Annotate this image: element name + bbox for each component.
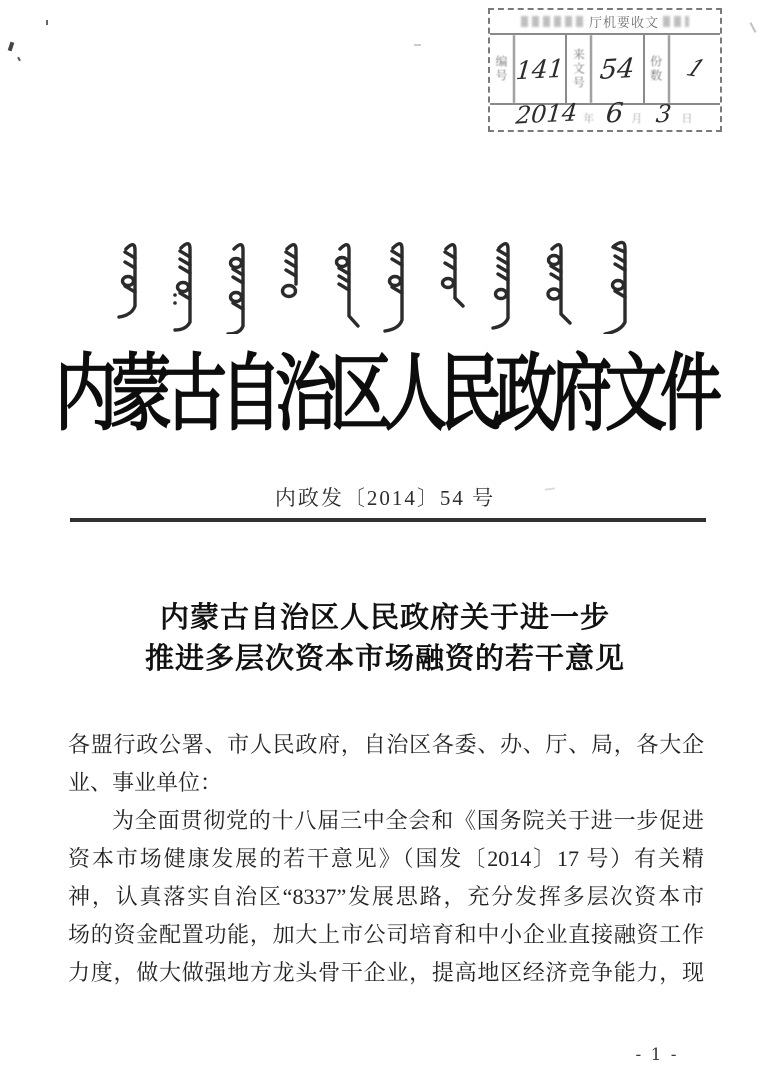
document-title (0, 598, 770, 680)
stamp-field-value: 54 (592, 35, 644, 103)
stamp-smudge (663, 16, 689, 27)
org-title: 内蒙古自治区人民政府文件 (54, 349, 715, 442)
body-text (68, 726, 704, 992)
scan-speck (8, 42, 15, 52)
stamp-fields-row (490, 35, 720, 105)
body-line: 资本市场健康发展的若干意见》（国发〔2014〕17 号）有关精 (68, 846, 704, 871)
stamp-date-row (490, 97, 720, 130)
body-line: 场的资金配置功能，加大上市公司培育和中小企业直接融资工作 (68, 922, 704, 947)
body-line: 业、事业单位： (68, 770, 223, 795)
stamp-field-label: 编号 (490, 35, 515, 103)
stamp-field-label: 份数 (645, 35, 670, 103)
mongolian-script-title (95, 236, 675, 334)
doc-number: 内政发〔2014〕54 号 (274, 486, 496, 510)
scan-speck (46, 20, 48, 25)
stamp-header (490, 10, 720, 35)
stamp-date-day: 3 (654, 99, 673, 128)
received-stamp (488, 8, 722, 132)
document-title-line2: 推进多层次资本市场融资的若干意见 (144, 643, 625, 675)
body-line: 力度，做大做强地方龙头骨干企业，提高地区经济竞争能力，现 (68, 960, 704, 985)
stamp-smudge (521, 16, 585, 27)
stamp-day-label: 日 (681, 112, 693, 125)
scan-speck (414, 44, 421, 46)
document-title-line1: 内蒙古自治区人民政府关于进一步 (159, 602, 610, 634)
stamp-header-text: 厅机要收文 (588, 15, 659, 30)
scan-speck (17, 57, 21, 61)
stamp-month-label: 月 (631, 112, 643, 125)
stamp-date-year: 2014 (514, 97, 579, 130)
stamp-field-value: 141 (515, 35, 567, 103)
page-number: - 1 - (635, 1045, 679, 1065)
scan-speck (750, 22, 757, 33)
stamp-field-value: 1 (681, 55, 709, 83)
stamp-date-month: 6 (604, 97, 625, 130)
stamp-field-label: 来文号 (567, 35, 592, 103)
body-line: 神，认真落实自治区“8337”发展思路，充分发挥多层次资本市 (68, 884, 704, 909)
body-line: 各盟行政公署、市人民政府，自治区各委、办、厅、局，各大企 (68, 732, 704, 757)
masthead-rule (70, 518, 706, 522)
stamp-year-label: 年 (583, 112, 595, 125)
body-line: 为全面贯彻党的十八届三中全会和《国务院关于进一步促进 (112, 808, 704, 833)
